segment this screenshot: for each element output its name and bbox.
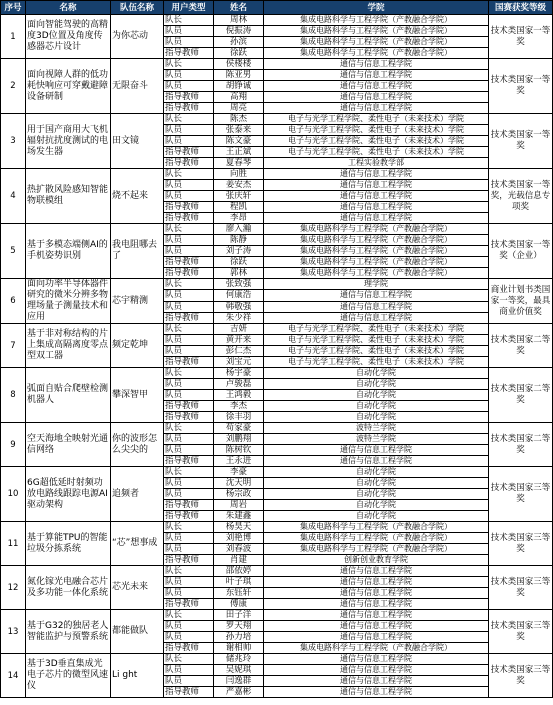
member-role: 队长 xyxy=(164,114,214,125)
member-name: 刘艳博 xyxy=(214,533,264,544)
header-name: 名称 xyxy=(26,1,111,15)
member-name: 黄开来 xyxy=(214,335,264,346)
table-row xyxy=(1,610,553,621)
member-role: 队员 xyxy=(164,577,214,588)
member-school: 通信与信息工程学院 xyxy=(264,213,489,224)
member-school: 创新创业教育学院 xyxy=(264,555,489,566)
member-name: 周林 xyxy=(214,15,264,26)
member-school: 通信与信息工程学院 xyxy=(264,621,489,632)
member-role: 队员 xyxy=(164,665,214,676)
member-school: 集成电路科学与工程学院（产教融合学院） xyxy=(264,26,489,37)
member-role: 队员 xyxy=(164,125,214,136)
member-name: 李杰 xyxy=(214,401,264,412)
header-award: 国赛获奖等级 xyxy=(489,1,553,15)
header-school: 学院 xyxy=(264,1,489,15)
member-school: 集成电路科学与工程学院（产教融合学院） xyxy=(264,643,489,654)
member-role: 指导教师 xyxy=(164,312,214,323)
award-level: 技术类国家三等奖 xyxy=(489,610,553,654)
team-name: 芯光未来 xyxy=(111,566,164,610)
member-name: 郭林 xyxy=(214,268,264,279)
member-role: 队员 xyxy=(164,37,214,48)
member-school: 通信与信息工程学院 xyxy=(264,202,489,213)
table-row xyxy=(1,279,553,290)
member-name: 储兆玲 xyxy=(214,654,264,665)
project-index: 6 xyxy=(1,279,26,324)
member-school: 自动化学院 xyxy=(264,390,489,401)
project-title: 6G超低延时射频功放电路线跟踪电源AI驱动架构 xyxy=(26,467,111,522)
team-name: 为你芯动 xyxy=(111,15,164,59)
member-school: 自动化学院 xyxy=(264,401,489,412)
member-name: 杨宗政 xyxy=(214,489,264,500)
member-school: 通信与信息工程学院 xyxy=(264,687,489,698)
project-index: 4 xyxy=(1,169,26,224)
member-name: 高翔 xyxy=(214,92,264,103)
member-role: 队员 xyxy=(164,390,214,401)
award-level: 技术类国家一等奖，光载信息专项奖 xyxy=(489,169,553,224)
table-row xyxy=(1,566,553,577)
team-name: 你的波形怎么尖尖的 xyxy=(111,423,164,467)
member-name: 张泰来 xyxy=(214,125,264,136)
member-role: 指导教师 xyxy=(164,48,214,59)
member-school: 集成电路科学与工程学院（产教融合学院） xyxy=(264,257,489,268)
member-school: 通信与信息工程学院 xyxy=(264,301,489,312)
member-school: 自动化学院 xyxy=(264,368,489,379)
project-title: 面向智能驾驶的高精度3D位置及角度传感器芯片设计 xyxy=(26,15,111,59)
project-index: 11 xyxy=(1,522,26,566)
member-school: 通信与信息工程学院 xyxy=(264,654,489,665)
award-level: 技术类国家一等奖 xyxy=(489,59,553,114)
member-role: 队长 xyxy=(164,610,214,621)
award-level: 技术类国家二等奖 xyxy=(489,368,553,423)
member-role: 队员 xyxy=(164,136,214,147)
team-name: 追频者 xyxy=(111,467,164,522)
member-school: 通信与信息工程学院 xyxy=(264,70,489,81)
member-school: 电子与光学工程学院、柔性电子（未来技术）学院 xyxy=(264,335,489,346)
member-school: 集成电路科学与工程学院（产教融合学院） xyxy=(264,15,489,26)
member-role: 指导教师 xyxy=(164,555,214,566)
member-school: 通信与信息工程学院 xyxy=(264,456,489,467)
member-school: 自动化学院 xyxy=(264,379,489,390)
member-name: 李昂 xyxy=(214,213,264,224)
member-school: 通信与信息工程学院 xyxy=(264,599,489,610)
member-name: 闫逸群 xyxy=(214,676,264,687)
member-name: 陈文豪 xyxy=(214,136,264,147)
member-name: 周岩 xyxy=(214,500,264,511)
member-school: 通信与信息工程学院 xyxy=(264,59,489,70)
member-school: 通信与信息工程学院 xyxy=(264,169,489,180)
member-school: 通信与信息工程学院 xyxy=(264,588,489,599)
member-role: 队员 xyxy=(164,445,214,456)
project-index: 2 xyxy=(1,59,26,114)
award-level: 技术类国家二等奖 xyxy=(489,324,553,368)
member-role: 指导教师 xyxy=(164,500,214,511)
member-school: 理学院 xyxy=(264,279,489,290)
table-row xyxy=(1,224,553,235)
header-row xyxy=(1,1,553,15)
member-name: 彭仁杰 xyxy=(214,346,264,357)
project-index: 1 xyxy=(1,15,26,59)
team-name: 无限奋斗 xyxy=(111,59,164,114)
award-level: 技术类国家二等奖 xyxy=(489,423,553,467)
member-role: 指导教师 xyxy=(164,456,214,467)
project-index: 7 xyxy=(1,324,26,368)
member-school: 集成电路科学与工程学院（产教融合学院） xyxy=(264,268,489,279)
member-name: 卢骏磊 xyxy=(214,379,264,390)
award-level: 技术类国家三等奖 xyxy=(489,522,553,566)
member-school: 集成电路科学与工程学院（产教融合学院） xyxy=(264,48,489,59)
member-name: 陈亚男 xyxy=(214,70,264,81)
member-school: 电子与光学工程学院、柔性电子（未来技术）学院 xyxy=(264,346,489,357)
member-name: 刘子涛 xyxy=(214,246,264,257)
award-level: 技术类国家一等奖（企业） xyxy=(489,224,553,279)
member-role: 指导教师 xyxy=(164,202,214,213)
member-role: 队长 xyxy=(164,368,214,379)
member-role: 队员 xyxy=(164,489,214,500)
member-school: 自动化学院 xyxy=(264,412,489,423)
member-name: 张庆轩 xyxy=(214,191,264,202)
member-role: 指导教师 xyxy=(164,511,214,522)
member-name: 程凯 xyxy=(214,202,264,213)
project-title: 基于多模态端侧AI的手机姿势识别 xyxy=(26,224,111,279)
member-role: 队员 xyxy=(164,180,214,191)
team-name: 烧不起来 xyxy=(111,169,164,224)
member-school: 工程实验教学部 xyxy=(264,158,489,169)
member-name: 胡铮诚 xyxy=(214,81,264,92)
award-level: 技术类国家一等奖 xyxy=(489,114,553,169)
member-role: 队员 xyxy=(164,478,214,489)
member-role: 队员 xyxy=(164,621,214,632)
project-title: 基于G32的独居老人智能监护与预警系统 xyxy=(26,610,111,654)
project-title: 热扩散风险感知智能物联模组 xyxy=(26,169,111,224)
member-school: 自动化学院 xyxy=(264,489,489,500)
member-role: 队员 xyxy=(164,346,214,357)
member-name: 韩敬强 xyxy=(214,301,264,312)
member-school: 集成电路科学与工程学院（产教融合学院） xyxy=(264,235,489,246)
member-role: 指导教师 xyxy=(164,92,214,103)
project-index: 12 xyxy=(1,566,26,610)
member-school: 通信与信息工程学院 xyxy=(264,566,489,577)
member-role: 队员 xyxy=(164,246,214,257)
project-title: 面向视障人群的低功耗快响应可穿戴避障设备研制 xyxy=(26,59,111,114)
member-school: 集成电路科学与工程学院（产教融合学院） xyxy=(264,544,489,555)
member-role: 队长 xyxy=(164,423,214,434)
member-name: 吉妍 xyxy=(214,324,264,335)
header-person: 姓名 xyxy=(214,1,264,15)
member-name: 夏春琴 xyxy=(214,158,264,169)
member-name: 陈杰 xyxy=(214,114,264,125)
table-row xyxy=(1,368,553,379)
member-school: 自动化学院 xyxy=(264,467,489,478)
member-role: 队员 xyxy=(164,379,214,390)
member-school: 自动化学院 xyxy=(264,478,489,489)
table-row xyxy=(1,654,553,665)
member-school: 通信与信息工程学院 xyxy=(264,290,489,301)
member-school: 通信与信息工程学院 xyxy=(264,676,489,687)
team-name: 频定乾坤 xyxy=(111,324,164,368)
member-school: 通信与信息工程学院 xyxy=(264,610,489,621)
member-name: 谢相帅 xyxy=(214,643,264,654)
member-school: 通信与信息工程学院 xyxy=(264,92,489,103)
member-role: 指导教师 xyxy=(164,643,214,654)
member-role: 队员 xyxy=(164,676,214,687)
award-level: 商业计划书类国家一等奖，最具商业价值奖 xyxy=(489,279,553,324)
member-role: 队长 xyxy=(164,224,214,235)
member-name: 周亮 xyxy=(214,103,264,114)
member-role: 队员 xyxy=(164,290,214,301)
project-index: 14 xyxy=(1,654,26,698)
member-school: 电子与光学工程学院、柔性电子（未来技术）学院 xyxy=(264,136,489,147)
member-school: 集成电路科学与工程学院（产教融合学院） xyxy=(264,224,489,235)
member-name: 肖建 xyxy=(214,555,264,566)
member-role: 队员 xyxy=(164,191,214,202)
member-name: 严嘉彬 xyxy=(214,687,264,698)
member-role: 指导教师 xyxy=(164,147,214,158)
member-name: 沈天明 xyxy=(214,478,264,489)
project-index: 9 xyxy=(1,423,26,467)
table-row xyxy=(1,324,553,335)
member-name: 王正斌 xyxy=(214,147,264,158)
table-row xyxy=(1,15,553,26)
member-role: 指导教师 xyxy=(164,599,214,610)
header-user-type: 用户类型 xyxy=(164,1,214,15)
member-role: 指导教师 xyxy=(164,412,214,423)
member-name: 杨昊天 xyxy=(214,522,264,533)
team-name: 芯宇精测 xyxy=(111,279,164,324)
member-role: 队员 xyxy=(164,434,214,445)
member-school: 通信与信息工程学院 xyxy=(264,191,489,202)
member-name: 傅康 xyxy=(214,599,264,610)
award-level: 技术类国家三等奖 xyxy=(489,566,553,610)
member-role: 队员 xyxy=(164,544,214,555)
member-school: 波特兰学院 xyxy=(264,423,489,434)
table-row xyxy=(1,59,553,70)
member-name: 孙滨 xyxy=(214,37,264,48)
award-level: 技术类国家三等奖 xyxy=(489,654,553,698)
member-school: 通信与信息工程学院 xyxy=(264,665,489,676)
member-name: 侯楼楼 xyxy=(214,59,264,70)
member-school: 电子与光学工程学院、柔性电子（未来技术）学院 xyxy=(264,114,489,125)
table-row xyxy=(1,169,553,180)
member-school: 电子与光学工程学院、柔性电子（未来技术）学院 xyxy=(264,147,489,158)
member-name: 向胜 xyxy=(214,169,264,180)
member-name: 吴妮琪 xyxy=(214,665,264,676)
member-school: 电子与光学工程学院、柔性电子（未来技术）学院 xyxy=(264,324,489,335)
member-role: 指导教师 xyxy=(164,103,214,114)
project-title: 基于3D垂直集成光电子芯片的微型风速仪 xyxy=(26,654,111,698)
member-name: 田子洋 xyxy=(214,610,264,621)
member-school: 通信与信息工程学院 xyxy=(264,180,489,191)
member-name: 刘春波 xyxy=(214,544,264,555)
table-row xyxy=(1,467,553,478)
project-index: 5 xyxy=(1,224,26,279)
member-school: 通信与信息工程学院 xyxy=(264,577,489,588)
member-name: 廖入瀚 xyxy=(214,224,264,235)
member-role: 队长 xyxy=(164,566,214,577)
member-role: 队员 xyxy=(164,632,214,643)
member-school: 自动化学院 xyxy=(264,511,489,522)
team-name: 都能做队 xyxy=(111,610,164,654)
table-row xyxy=(1,423,553,434)
member-school: 电子与光学工程学院、柔性电子（未来技术）学院 xyxy=(264,125,489,136)
table-row xyxy=(1,522,553,533)
member-name: 叶子琪 xyxy=(214,577,264,588)
member-name: 张致强 xyxy=(214,279,264,290)
team-name: 攀深智甲 xyxy=(111,368,164,423)
member-role: 队长 xyxy=(164,15,214,26)
member-name: 陈静 xyxy=(214,235,264,246)
member-name: 孙力培 xyxy=(214,632,264,643)
table-row xyxy=(1,114,553,125)
member-role: 队长 xyxy=(164,324,214,335)
member-role: 指导教师 xyxy=(164,357,214,368)
member-name: 朱少祥 xyxy=(214,312,264,323)
member-role: 队员 xyxy=(164,301,214,312)
member-role: 队长 xyxy=(164,467,214,478)
member-school: 通信与信息工程学院 xyxy=(264,81,489,92)
member-role: 队员 xyxy=(164,70,214,81)
member-name: 杨宇豪 xyxy=(214,368,264,379)
project-title: 用于国产商用大飞机辐射抗扰度测试的电场发生器 xyxy=(26,114,111,169)
member-role: 指导教师 xyxy=(164,268,214,279)
member-school: 通信与信息工程学院 xyxy=(264,632,489,643)
member-name: 邵依婷 xyxy=(214,566,264,577)
member-name: 陈树钦 xyxy=(214,445,264,456)
project-title: 基于非对称结构的片上集成高隔离度零点型双工器 xyxy=(26,324,111,368)
member-role: 队员 xyxy=(164,335,214,346)
member-school: 集成电路科学与工程学院（产教融合学院） xyxy=(264,533,489,544)
member-school: 通信与信息工程学院 xyxy=(264,103,489,114)
member-name: 姜安杰 xyxy=(214,180,264,191)
member-role: 队员 xyxy=(164,235,214,246)
team-name: 田文镜 xyxy=(111,114,164,169)
member-school: 波特兰学院 xyxy=(264,434,489,445)
team-name: “芯”想事成 xyxy=(111,522,164,566)
member-name: 罗天翔 xyxy=(214,621,264,632)
member-role: 指导教师 xyxy=(164,257,214,268)
project-title: 基于算能TPU的智能垃圾分拣系统 xyxy=(26,522,111,566)
member-role: 队长 xyxy=(164,59,214,70)
header-index: 序号 xyxy=(1,1,26,15)
member-name: 刘鹏翔 xyxy=(214,434,264,445)
member-role: 队长 xyxy=(164,654,214,665)
project-title: 弧面自贴合爬壁检测机器人 xyxy=(26,368,111,423)
member-name: 王鸿毅 xyxy=(214,390,264,401)
project-index: 10 xyxy=(1,467,26,522)
member-name: 朱建鑫 xyxy=(214,511,264,522)
member-name: 徐跃 xyxy=(214,257,264,268)
member-role: 指导教师 xyxy=(164,401,214,412)
award-level: 技术类国家三等奖 xyxy=(489,467,553,522)
member-name: 王永进 xyxy=(214,456,264,467)
member-role: 指导教师 xyxy=(164,687,214,698)
member-school: 通信与信息工程学院 xyxy=(264,312,489,323)
member-role: 指导教师 xyxy=(164,158,214,169)
header-team: 队伍名称 xyxy=(111,1,164,15)
member-name: 徐丰羽 xyxy=(214,412,264,423)
member-school: 集成电路科学与工程学院（产教融合学院） xyxy=(264,37,489,48)
member-name: 徐跃 xyxy=(214,48,264,59)
member-role: 队长 xyxy=(164,279,214,290)
member-school: 集成电路科学与工程学院（产教融合学院） xyxy=(264,522,489,533)
project-index: 13 xyxy=(1,610,26,654)
member-name: 苟家豪 xyxy=(214,423,264,434)
member-role: 队员 xyxy=(164,26,214,37)
member-school: 通信与信息工程学院 xyxy=(264,445,489,456)
member-name: 李豪 xyxy=(214,467,264,478)
member-role: 队员 xyxy=(164,588,214,599)
member-name: 东钰轩 xyxy=(214,588,264,599)
member-school: 电子与光学工程学院、柔性电子（未来技术）学院 xyxy=(264,357,489,368)
member-role: 指导教师 xyxy=(164,213,214,224)
project-title: 氮化镓光电融合芯片及多功能一体化系统 xyxy=(26,566,111,610)
team-name: 我电阻哪去了 xyxy=(111,224,164,279)
team-name: Li ght xyxy=(111,654,164,698)
member-role: 队长 xyxy=(164,522,214,533)
member-school: 自动化学院 xyxy=(264,500,489,511)
member-name: 倪振涛 xyxy=(214,26,264,37)
member-role: 队员 xyxy=(164,533,214,544)
award-level: 技术类国家一等奖 xyxy=(489,15,553,59)
member-role: 队员 xyxy=(164,81,214,92)
member-role: 队长 xyxy=(164,169,214,180)
member-name: 何康浩 xyxy=(214,290,264,301)
project-title: 空天海地全映射光通信网络 xyxy=(26,423,111,467)
member-school: 集成电路科学与工程学院（产教融合学院） xyxy=(264,246,489,257)
project-title: 面向功率半导体器件研究的微米分辨多物理场量子测量技术和应用 xyxy=(26,279,111,324)
member-name: 刘宝元 xyxy=(214,357,264,368)
table-body xyxy=(1,15,553,698)
project-index: 8 xyxy=(1,368,26,423)
project-index: 3 xyxy=(1,114,26,169)
